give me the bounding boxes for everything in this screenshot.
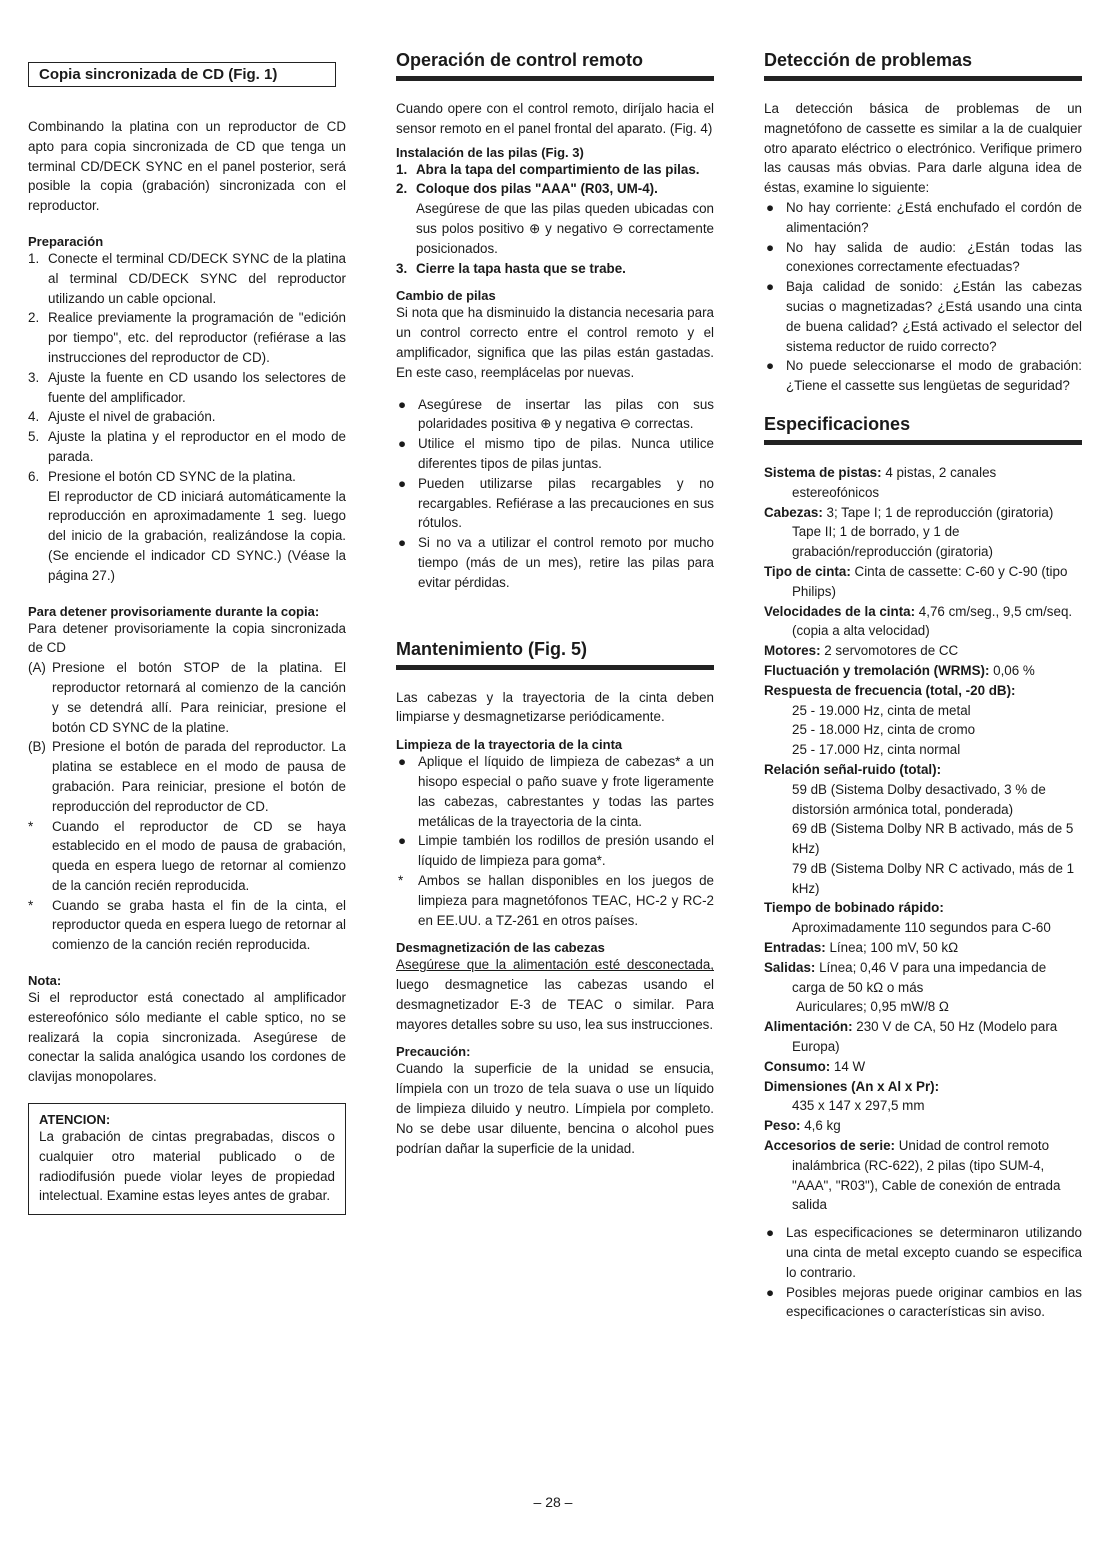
column-cd-sync [28,50,346,1215]
list-item: ● Pueden utilizarse pilas recargables y no recargables. Refiérase a las precauciones en sus rótulos. [398,475,714,531]
list-item: * Cuando el reproductor de CD se haya establecido en el modo de pausa de grabación, queda en espera luego de retornar al comienzo de la canción recién reproducida. [28,818,346,893]
list-item: ● Aplique el líquido de limpieza de cabezas* a un hisopo especial o paño suave y frote ligeramente las cabezas, cabrestantes y todas las partes metálicas de la trayectoria de la cinta. [398,754,714,829]
demag-title: Desmagnetización de las cabezas [396,940,605,956]
change-text: Si nota que ha disminuido la distancia necesaria para un control correcto entre el control remoto y el amplificador, significa que las pilas están gastadas. En este caso, reemplácelas por nuevas. [396,305,714,380]
section-heading-remote: Operación de control remoto [396,50,714,81]
spec-row: 25 - 17.000 Hz, cinta normal [792,742,961,758]
list-item: ● Si no va a utilizar el control remoto por mucho tiempo (más de un mes), retire las pilas para evitar pérdidas. [398,535,714,590]
list-item: ● Posibles mejoras puede originar cambios en las especificaciones o características sin aviso. [766,1284,1082,1320]
section-heading-cd-sync: Copia sincronizada de CD (Fig. 1) [28,62,336,87]
column-remote-maintenance [396,50,714,1158]
spec-row: Tape II; 1 de borrado, y 1 de grabación/reproducción (giratoria) [792,524,993,560]
list-item: (A) Presione el botón STOP de la platina. El reproductor retornará al comienzo de la canción y se detendrá allí. Para reiniciar, presione el botón CD SYNC de la platine. [28,660,346,735]
stop-list [28,658,346,955]
spec-row: Velocidades de la cinta: 4,76 cm/seg., 9,5 cm/seq. (copia a alta velocidad) [764,603,1073,639]
list-item: ● No hay salida de audio: ¿Están todas las conexiones correctamente efectuadas? [766,239,1082,275]
spec-row: 435 x 147 x 297,5 mm [792,1098,925,1114]
remote-intro: Cuando opere con el control remoto, diríjalo hacia el sensor remoto en el panel frontal del aparato. (Fig. 4) [396,101,714,136]
spec-row: Dimensiones (An x Al x Pr): [764,1078,940,1094]
battery-bullets [396,395,714,593]
section-heading-maintenance: Mantenimiento (Fig. 5) [396,639,714,670]
spec-row: 25 - 19.000 Hz, cinta de metal [792,702,971,718]
list-item: 5. Ajuste la platina y el reproductor en el modo de parada. [28,429,346,464]
caution-title: Precaución: [396,1044,471,1060]
spec-row: Sistema de pistas: 4 pistas, 2 canales estereofónicos [764,464,997,500]
spec-row: Tiempo de bobinado rápido: [764,900,944,916]
spec-row: Entradas: Línea; 100 mV, 50 kΩ [764,940,959,956]
list-item: 2. Coloque dos pilas "AAA" (R03, UM-4). Asegúrese de que las pilas queden ubicadas con sus polos positivo ⊕ y negativo ⊖ correctamente posicionados. [396,181,714,256]
list-item: 2. Realice previamente la programación de "edición por tiempo", etc. del reproductor (refiérase a las instrucciones del reproductor de CD). [28,310,346,365]
trouble-intro: La detección básica de problemas de un magnetófono de cassette es similar a la de cualquier otro aparato eléctrico o electrónico. Verifique primero las causas más obvias. Para darle alguna idea de éstas, examine lo siguiente: [764,101,1082,196]
atencion-title: ATENCION: [39,1112,111,1128]
list-item: ● No hay corriente: ¿Está enchufado el cordón de alimentación? [766,199,1082,235]
spec-row: 25 - 18.000 Hz, cinta de cromo [792,722,976,738]
trouble-bullets [764,198,1082,396]
spec-list [764,463,1082,1215]
section-heading-troubleshooting: Detección de problemas [764,50,1082,81]
atencion-text: La grabación de cintas pregrabadas, discos o cualquier otro material publicado o de radiodifusión puede violar leyes de propiedad intelectual. Examine estas leyes antes de grabar. [39,1129,335,1204]
note-text: Si el reproductor está conectado al amplificador estereofónico sólo mediante el cable sptico, no se realizará la copia sincronizada. Asegúrese de conectar la salida analógica usando los cordones de clavijas monopolares. [28,990,346,1085]
list-item: * Ambos se hallan disponibles en los juegos de limpieza para magnetófonos TEAC, HC-2 y RC-2 en EE.UU. a TZ-261 en otros países. [398,872,714,928]
atencion-box [28,1103,346,1215]
note-title: Nota: [28,973,62,989]
list-item: 1. Conecte el terminal CD/DECK SYNC de la platina al terminal CD/DECK SYNC del reproductor utilizando un cable opcional. [28,250,346,306]
spec-row: Respuesta de frecuencia (total, -20 dB): [764,682,1016,698]
list-item: 6. Presione el botón CD SYNC de la platina. El reproductor de CD iniciará automáticamente la reproducción en aproximadamente 1 seg. luego del inicio de la grabación, realizándose la copia. (Se enciende el indicador CD SYNC.) (Véase la página 27.) [28,468,346,583]
spec-row: Auriculares; 0,95 mW/8 Ω [796,999,949,1015]
spec-row: Fluctuación y tremolación (WRMS): 0,06 % [764,662,1035,678]
list-item: ● Asegúrese de insertar las pilas con sus polaridades positiva ⊕ y negativa ⊖ correctas. [398,396,714,432]
list-item: 1. Abra la tapa del compartimiento de las pilas. [396,161,700,177]
caution-text: Cuando la superficie de la unidad se ensucia, límpiela con un trozo de tela suava o use un líquido de limpieza diluido y neutro. Límpiela por completo. No se debe usar diluente, bencina o alcohol pues podrían dañar la superficie de la unidad. [396,1061,714,1156]
spec-row: 59 dB (Sistema Dolby desactivado, 3 % de distorsión armónica total, ponderada) [792,781,1046,817]
clean-title: Limpieza de la trayectoria de la cinta [396,737,623,753]
spec-row: Motores: 2 servomotores de CC [764,643,959,659]
preparation-title: Preparación [28,233,104,249]
install-list [396,160,714,279]
list-item: 4. Ajuste el nivel de grabación. [28,409,216,425]
list-item: ● Limpie también los rodillos de presión usando el líquido de limpieza para goma*. [398,833,714,869]
column-trouble-specs [764,50,1082,1322]
list-item: 3. Cierre la tapa hasta que se trabe. [396,260,626,276]
install-title: Instalación de las pilas (Fig. 3) [396,144,584,160]
list-item: ● No puede seleccionarse el modo de grabación: ¿Tiene el cassette sus lengüetas de seguridad? [766,358,1082,394]
spec-row: Peso: 4,6 kg [764,1118,841,1134]
spec-row: 79 dB (Sistema Dolby NR C activado, más de 1 kHz) [792,860,1075,896]
change-title: Cambio de pilas [396,288,496,304]
page-number: – 28 – [533,1494,573,1510]
spec-row: Aproximadamente 110 segundos para C-60 [792,920,1051,936]
spec-row: 69 dB (Sistema Dolby NR B activado, más de 5 kHz) [792,821,1074,857]
list-item: ● Las especificaciones se determinaron utilizando una cinta de metal excepto cuando se especifica lo contrario. [766,1225,1082,1280]
spec-row: Salidas: Línea; 0,46 V para una impedancia de carga de 50 kΩ o más [764,959,1047,995]
maintenance-intro: Las cabezas y la trayectoria de la cinta deben limpiarse y desmagnetizarse periódicamente. [396,689,714,725]
spec-row: Tipo de cinta: Cinta de cassette: C-60 y C-90 (tipo Philips) [764,563,1068,599]
list-item: ● Utilice el mismo tipo de pilas. Nunca utilice diferentes tipos de pilas juntas. [398,436,714,471]
cd-sync-intro: Combinando la platina con un reproductor de CD apto para copia sincronizada de CD que tenga un terminal CD/DECK SYNC en el panel posterior, será posible la copia (grabación) sincronizada con el reproductor. [28,119,346,214]
list-item: (B) Presione el botón de parada del reproductor. La platina se establece en el modo de pausa de grabación. Para reiniciar, presione el botón de reproducción del reproductor de CD. [28,739,346,814]
spec-row: Relación señal-ruido (total): [764,761,942,777]
preparation-list [28,249,346,586]
list-item: 3. Ajuste la fuente en CD usando los selectores de fuente del amplificador. [28,369,346,405]
spec-row: Cabezas: 3; Tape I; 1 de reproducción (giratoria) [764,504,1054,520]
stop-title: Para detener provisoriamente durante la copia: [28,603,320,619]
spec-row: Accesorios de serie: Unidad de control remoto inalámbrica (RC-622), 2 pilas (tipo SUM-4, "AAA", "R03"), Cable de conexión de entrada salida [764,1138,1061,1213]
spec-row: Consumo: 14 W [764,1058,866,1074]
stop-intro: Para detener provisoriamente la copia sincronizada de CD [28,620,346,656]
spec-bullets [764,1223,1082,1322]
spec-row: Alimentación: 230 V de CA, 50 Hz (Modelo para Europa) [764,1019,1058,1055]
demag-text: Asegúrese que la alimentación esté desconectada, luego desmagnetice las cabezas usando el desmagnetizador E-3 de TEAC o similar. Para mayores detalles sobre su uso, lea sus instrucciones. [396,957,714,1032]
list-item: * Cuando se graba hasta el fin de la cinta, el reproductor queda en espera luego de retornar al comienzo de la canción recién reproducida. [28,897,346,953]
section-heading-specifications: Especificaciones [764,414,1082,445]
clean-bullets [396,752,714,930]
list-item: ● Baja calidad de sonido: ¿Están las cabezas sucias o magnetizadas? ¿Está usando una cinta de buena calidad? ¿Está activado el selector del sistema reductor de ruido correcto? [766,279,1082,354]
